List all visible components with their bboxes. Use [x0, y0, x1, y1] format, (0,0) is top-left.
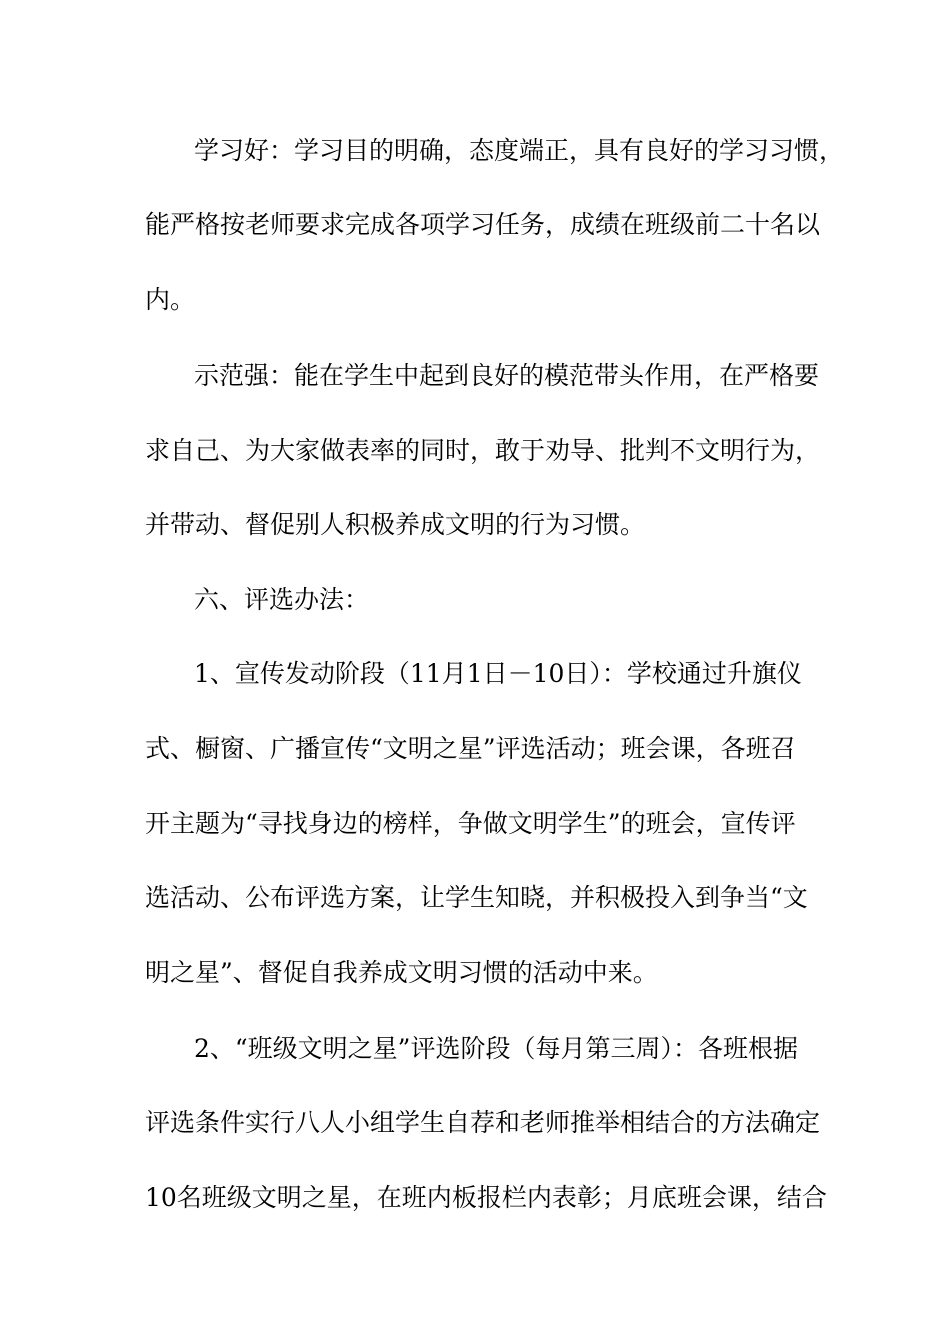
paragraph-example-line-1: 示范强：能在学生中起到良好的模范带头作用，在严格要 — [194, 361, 820, 390]
paragraph-study-line-3: 内。 — [145, 285, 196, 314]
paragraph-stage1-line-3: 开主题为“寻找身边的榜样，争做文明学生”的班会，宣传评 — [145, 809, 796, 838]
section-heading-selection-method: 六、评选办法： — [194, 585, 370, 614]
paragraph-stage2-line-1: 2、“班级文明之星”评选阶段（每月第三周）：各班根据 — [194, 1034, 798, 1063]
paragraph-study-line-2: 能严格按老师要求完成各项学习任务，成绩在班级前二十名以 — [145, 210, 821, 239]
paragraph-stage1-line-5: 明之星”、督促自我养成文明习惯的活动中来。 — [145, 958, 658, 987]
paragraph-example-line-2: 求自己、为大家做表率的同时，敢于劝导、批判不文明行为， — [145, 436, 821, 465]
paragraph-example-line-3: 并带动、督促别人积极养成文明的行为习惯。 — [145, 510, 646, 539]
paragraph-stage1-line-1: 1、宣传发动阶段（11月1日－10日）：学校通过升旗仪 — [194, 659, 802, 688]
paragraph-study-line-1: 学习好：学习目的明确，态度端正，具有良好的学习习惯， — [194, 136, 845, 165]
paragraph-stage1-line-2: 式、橱窗、广播宣传“文明之星”评选活动；班会课，各班召 — [145, 734, 796, 763]
paragraph-stage2-line-3: 10名班级文明之星，在班内板报栏内表彰；月底班会课，结合 — [145, 1183, 827, 1212]
paragraph-stage1-line-4: 选活动、公布评选方案，让学生知晓，并积极投入到争当“文 — [145, 883, 808, 912]
paragraph-stage2-line-2: 评选条件实行八人小组学生自荐和老师推举相结合的方法确定 — [145, 1108, 821, 1137]
